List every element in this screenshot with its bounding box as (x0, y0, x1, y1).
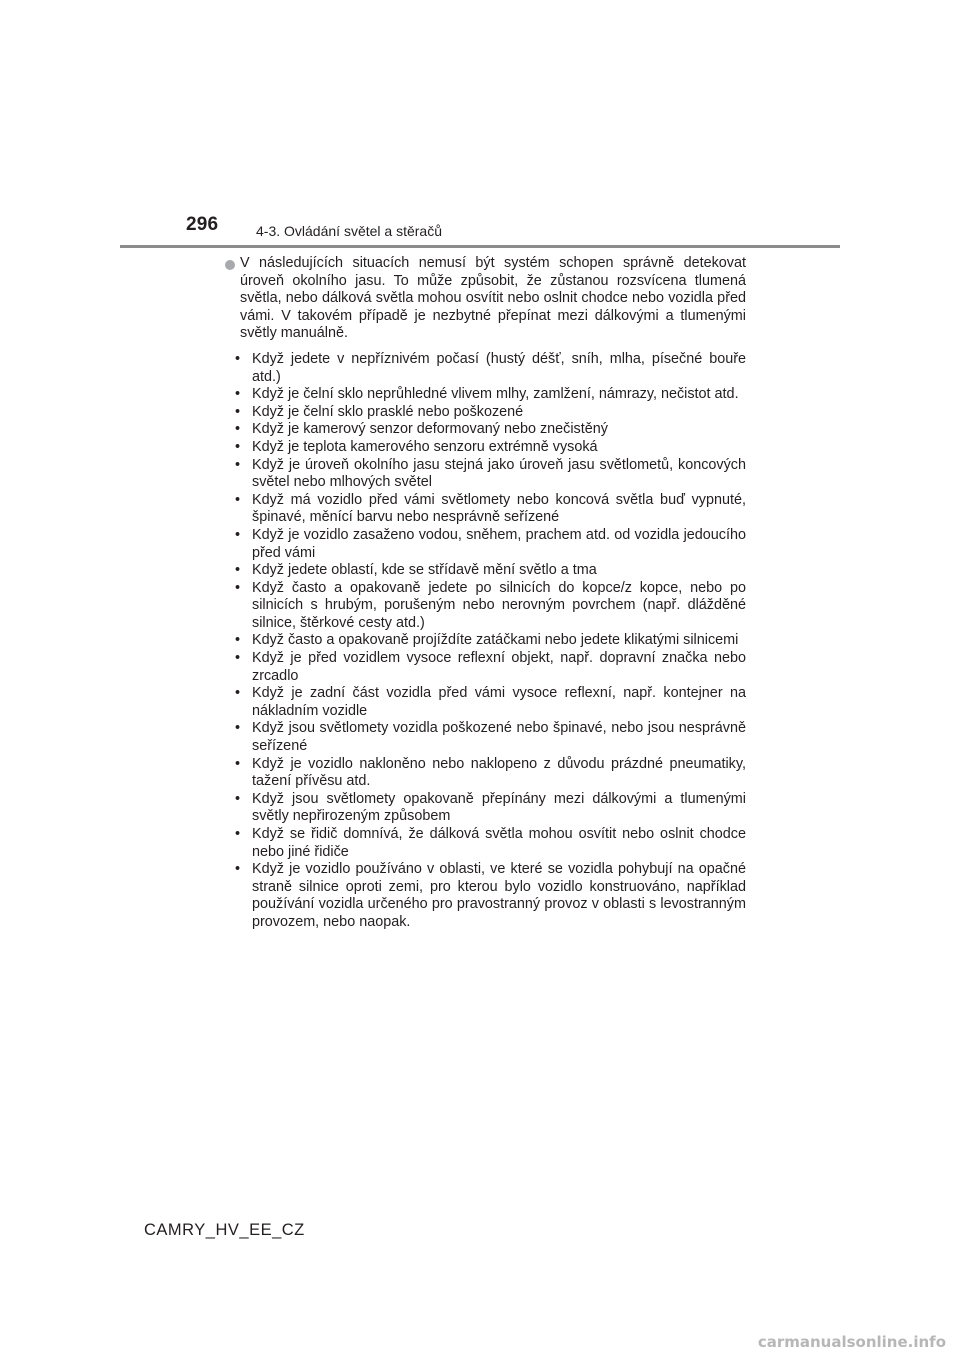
list-item (232, 632, 746, 650)
page-number: 296 (186, 214, 219, 235)
intro-text: V následujících situacích nemusí být systém schopen správně detekovat úroveň okolního jasu. To může způsobit, že zůstanou rozsvícena tlumená světla, nebo dálková světla mohou osvítit nebo oslnit chodce nebo vozidla před vámi. V takovém případě je nezbytné přepínat mezi dálkovými a tlumenými světly manuálně. (240, 255, 746, 342)
bullet-icon: • (235, 720, 241, 737)
list-item-text: Když se řidič domnívá, že dálková světla mohou osvítit nebo oslnit chodce nebo jiné řidiče (252, 826, 746, 860)
list-item-text: Když je zadní část vozidla před vámi vysoce reflexní, např. kontejner na nákladním vozidle (252, 685, 746, 719)
list-item (232, 492, 746, 527)
list-item-text: Když je vozidlo zasaženo vodou, sněhem, prachem atd. od vozidla jedoucího před vámi (252, 526, 746, 561)
list-item (232, 685, 746, 720)
list-item-text: Když je před vozidlem vysoce reflexní objekt, např. dopravní značka nebo zrcadlo (252, 650, 746, 684)
list-item (232, 351, 746, 386)
bullet-icon: • (235, 350, 241, 367)
list-item-text: Když často a opakovaně jedete po silnicích do kopce/z kopce, nebo po silnicích s hrubým, porušeným nebo nerovným povrchem (např. dlážděné silnice, štěrkové cesty atd.) (252, 579, 746, 631)
list-item (232, 562, 746, 580)
list-item-text: Když často a opakovaně projíždíte zatáčkami nebo jedete klikatými silnicemi (252, 632, 739, 649)
list-item (232, 756, 746, 791)
page-content (228, 255, 746, 932)
bullet-icon: • (235, 491, 241, 508)
bullet-icon: • (235, 421, 241, 438)
bullet-icon: • (235, 579, 241, 596)
intro-paragraph (228, 255, 746, 343)
bullet-icon: • (235, 826, 241, 842)
document-code: CAMRY_HV_EE_CZ (144, 1221, 305, 1239)
list-item-text: Když jsou světlomety opakovaně přepínány mezi dálkovými a tlumenými světly nepřirozeným způsobem (252, 790, 746, 825)
list-item-text: Když jedete oblastí, kde se střídavě mění světlo a tma (252, 562, 597, 579)
list-item-text: Když je kamerový senzor deformovaný nebo znečistěný (252, 421, 608, 438)
header-divider (120, 245, 840, 248)
list-item-text: Když je čelní sklo neprůhledné vlivem mlhy, zamlžení, námrazy, nečistot atd. (252, 386, 739, 403)
bullet-icon: • (235, 861, 241, 878)
conditions-list (228, 351, 746, 932)
bullet-icon: • (235, 562, 241, 579)
list-item (232, 457, 746, 492)
list-item-text: Když jsou světlomety vozidla poškozené nebo špinavé, nebo jsou nesprávně seřízené (252, 720, 746, 755)
list-item (232, 720, 746, 755)
bullet-icon: • (235, 438, 241, 455)
list-item (232, 580, 746, 633)
bullet-icon: • (235, 685, 241, 702)
bullet-icon: • (235, 526, 241, 543)
watermark: carmanualsonline.info (757, 1333, 946, 1351)
list-item (232, 650, 746, 685)
bullet-icon: • (235, 790, 241, 807)
list-item-text: Když je vozidlo používáno v oblasti, ve které se vozidla pohybují na opačné straně silnice oproti zemi, pro kterou bylo vozidlo konstruováno, například používání vozidla určeného pro pravostranný provoz v oblasti s levostranným provozem, nebo naopak. (252, 861, 746, 930)
list-item-text: Když je vozidlo nakloněno nebo naklopeno z důvodu prázdné pneumatiky, tažení přívěsu atd. (252, 755, 746, 790)
list-item (232, 439, 746, 457)
list-item-text: Když jedete v nepříznivém počasí (hustý déšť, sníh, mlha, písečné bouře atd.) (252, 350, 746, 385)
list-item-text: Když je čelní sklo prasklé nebo poškozené (252, 403, 524, 420)
bullet-icon: • (235, 632, 241, 649)
bullet-icon: • (235, 456, 241, 473)
bullet-icon: • (235, 403, 241, 420)
bullet-icon: • (235, 755, 241, 772)
list-item (232, 527, 746, 562)
list-item (232, 421, 746, 439)
list-item (232, 386, 746, 404)
list-item (232, 404, 746, 422)
circle-bullet-icon (225, 260, 235, 270)
list-item (232, 791, 746, 826)
list-item-text: Když je úroveň okolního jasu stejná jako úroveň jasu světlometů, koncových světel nebo mlhových světel (252, 456, 746, 491)
bullet-icon: • (235, 386, 241, 403)
list-item (232, 861, 746, 931)
list-item-text: Když má vozidlo před vámi světlomety nebo koncová světla buď vypnuté, špinavé, měnící barvu nebo nesprávně seřízené (252, 491, 746, 526)
list-item-text: Když je teplota kamerového senzoru extrémně vysoká (252, 438, 598, 455)
bullet-icon: • (235, 650, 241, 667)
list-item (232, 826, 746, 861)
section-title: 4-3. Ovládání světel a stěračů (256, 223, 442, 239)
